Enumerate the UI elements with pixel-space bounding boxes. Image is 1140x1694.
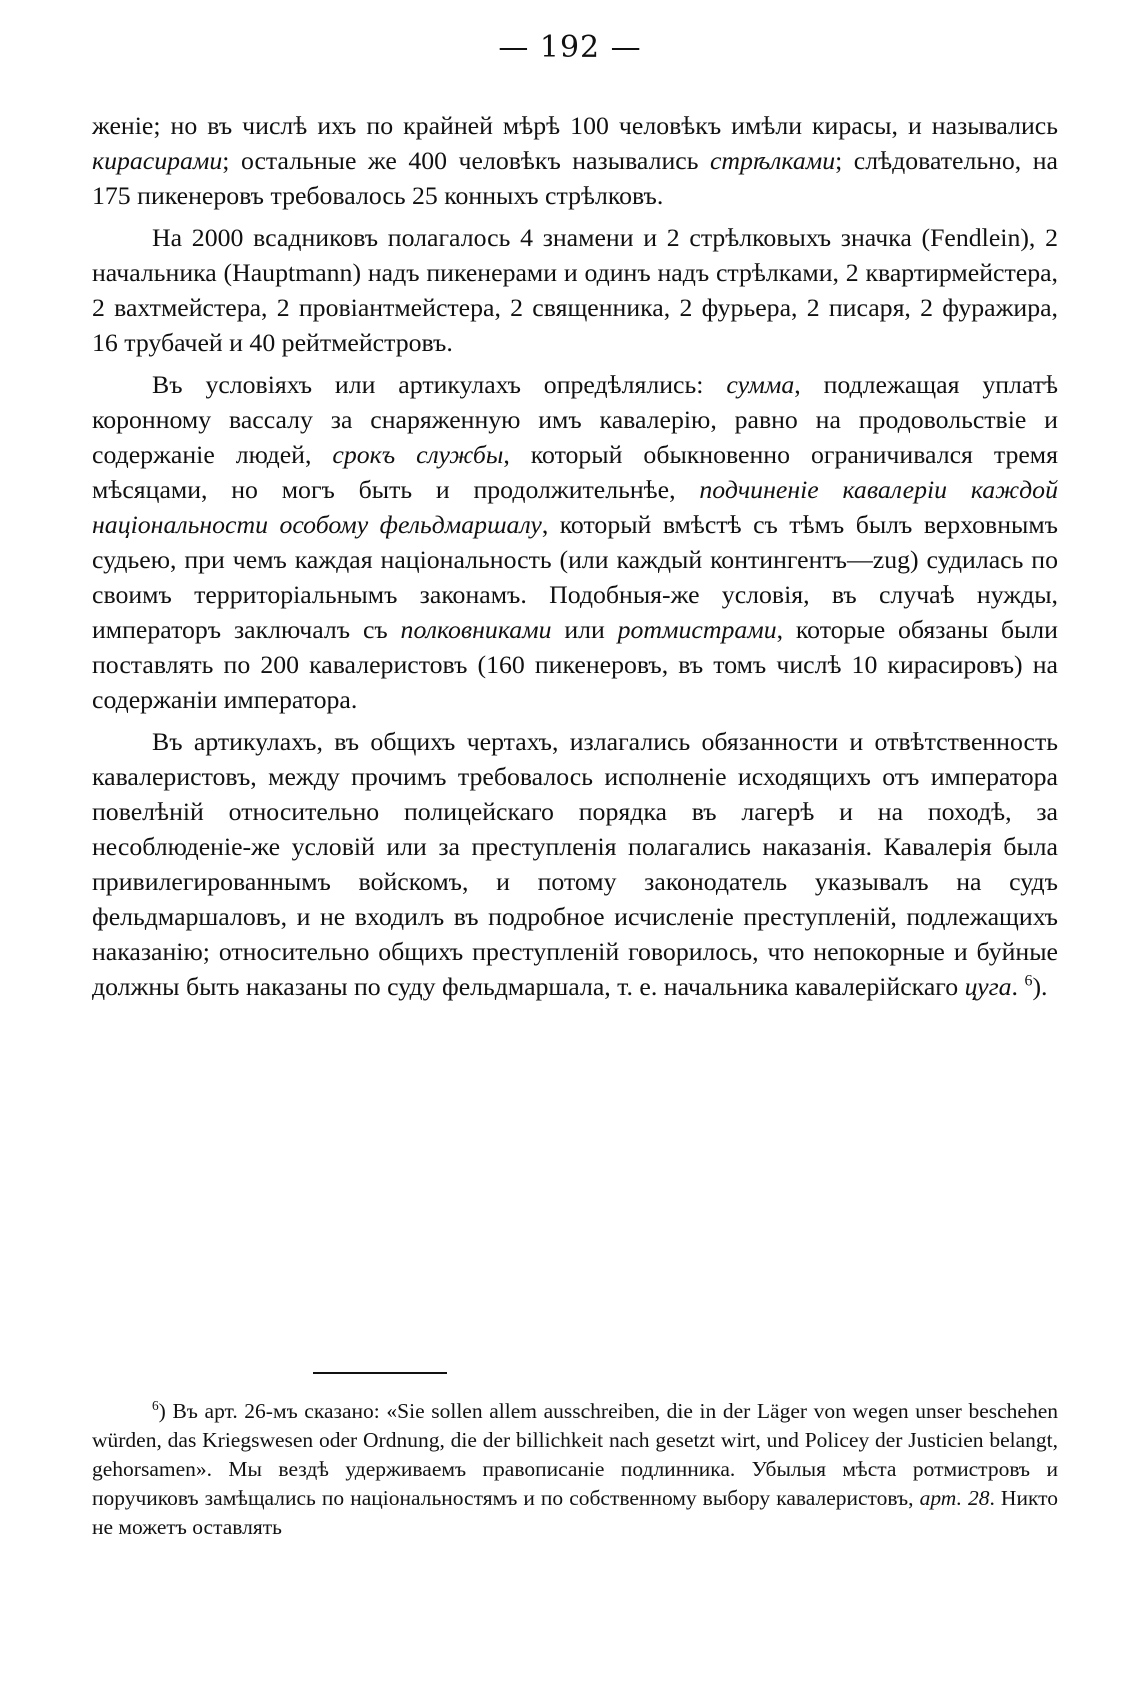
emphasis-subordination: подчиненіе кавалеріи каждой національности особому фельдмаршалу bbox=[92, 475, 1058, 539]
main-text bbox=[92, 108, 1058, 1011]
emphasis-zug: цуга bbox=[964, 972, 1012, 1001]
footnote-divider bbox=[313, 1372, 447, 1374]
emphasis-cuirassiers: кирасирами bbox=[92, 146, 223, 175]
emphasis-colonels: полковниками bbox=[400, 615, 552, 644]
paragraph-1-text-3: ; слѣдовательно, на 175 пикенеровъ требовалось 25 конныхъ стрѣлковъ. bbox=[92, 146, 1058, 210]
paragraph-3-text-1: Въ условіяхъ или артикулахъ опредѣлялись: bbox=[152, 370, 727, 399]
footnote-paragraph bbox=[92, 1397, 1058, 1542]
paragraph-3-text-2: , подлежащая уплатѣ коронному вассалу за снаряженную имъ кавалерію, равно на продовольствіе и содержаніе людей, bbox=[92, 370, 1058, 469]
paragraph-1-text: женіе; но въ числѣ ихъ по крайней мѣрѣ 100 человѣкъ имѣли кирасы, и назывались bbox=[92, 111, 1058, 140]
paragraph-4-text-2: . bbox=[1011, 972, 1025, 1001]
paragraph-4-text-1: Въ артикулахъ, въ общихъ чертахъ, излагались обязанности и отвѣтственность кавалеристовъ, между прочимъ требовалось исполненіе исходящихъ отъ императора повелѣній относительно полицейскаго порядка въ лагерѣ и на походѣ, за несоблюденіе-же условій или за преступленія полагались наказанія. Кавалерія была привилегированнымъ войскомъ, и потому законодатель указывалъ на судъ фельдмаршаловъ, и не входилъ въ подробное исчисленіе преступленій, подлежащихъ наказанію; относительно общихъ преступленій говорилось, что непокорные и буйные должны быть наказаны по суду фельдмаршала, т. е. начальника кавалерійскаго bbox=[92, 727, 1058, 1001]
paragraph-1-text-2: ; остальные же 400 человѣкъ назывались bbox=[222, 146, 710, 175]
paragraph-3-text-6: , которые обязаны были поставлять по 200 кавалеристовъ (160 пикенеровъ, въ томъ числѣ 10 кирасировъ) на содержаніи императора. bbox=[92, 615, 1058, 714]
emphasis-term-of-service: срокъ службы bbox=[332, 440, 504, 469]
paragraph-3-text-3: , который обыкновенно ограничивался тремя мѣсяцами, но могъ быть и продолжительнѣе, bbox=[92, 440, 1059, 504]
footnote bbox=[92, 1397, 1058, 1542]
emphasis-article-28: арт. 28 bbox=[919, 1486, 990, 1510]
footnote-reference[interactable]: 6 bbox=[1024, 972, 1033, 990]
emphasis-captains: ротмистрами bbox=[617, 615, 777, 644]
paragraph-3-text-4: , который вмѣстѣ съ тѣмъ былъ верховнымъ судьею, при чемъ каждая національность (или каждый контингентъ—zug) судилась по своимъ территоріальнымъ законамъ. Подобныя-же условія, въ случаѣ нужды, императоръ заключалъ съ bbox=[92, 510, 1058, 644]
footnote-mark: 6 bbox=[152, 1397, 159, 1413]
paragraph-2-text: На 2000 всадниковъ полагалось 4 знамени и 2 стрѣлковыхъ значка (Fendlein), 2 начальника (Hauptmann) надъ пикенерами и одинъ надъ стрѣлками, 2 квартирмейстера, 2 вахтмейстера, 2 провіантмейстера, 2 священника, 2 фурьера, 2 писаря, 2 фуражира, 16 трубачей и 40 рейтмейстровъ. bbox=[92, 223, 1058, 357]
paragraph-3 bbox=[92, 367, 1058, 717]
paragraph-2 bbox=[92, 220, 1058, 360]
footnote-text-1: ) Въ арт. 26-мъ сказано: «Sie sollen allem ausschreiben, die in der Läger von wegen unser beschehen würden, das Kriegswesen oder Ordnung, die der billichkeit nach gesetzt wirt, und Policey der Justicien belangt, gehorsamen». Мы вездѣ удерживаемъ правописаніе подлинника. Убылыя мѣста ротмистровъ и поручиковъ замѣщались по національностямъ и по собственному выбору кавалеристовъ, bbox=[92, 1399, 1058, 1510]
footnote-text-2: . Никто не можетъ оставлять bbox=[92, 1486, 1058, 1539]
emphasis-riflemen: стрѣлками bbox=[709, 146, 836, 175]
paragraph-4-text-3: ). bbox=[1032, 972, 1048, 1001]
paragraph-1 bbox=[92, 108, 1058, 213]
page-number: — 192 — bbox=[498, 30, 642, 65]
paragraph-3-text-5: или bbox=[551, 615, 618, 644]
paragraph-4 bbox=[92, 724, 1058, 1004]
emphasis-sum: сумма bbox=[726, 370, 795, 399]
